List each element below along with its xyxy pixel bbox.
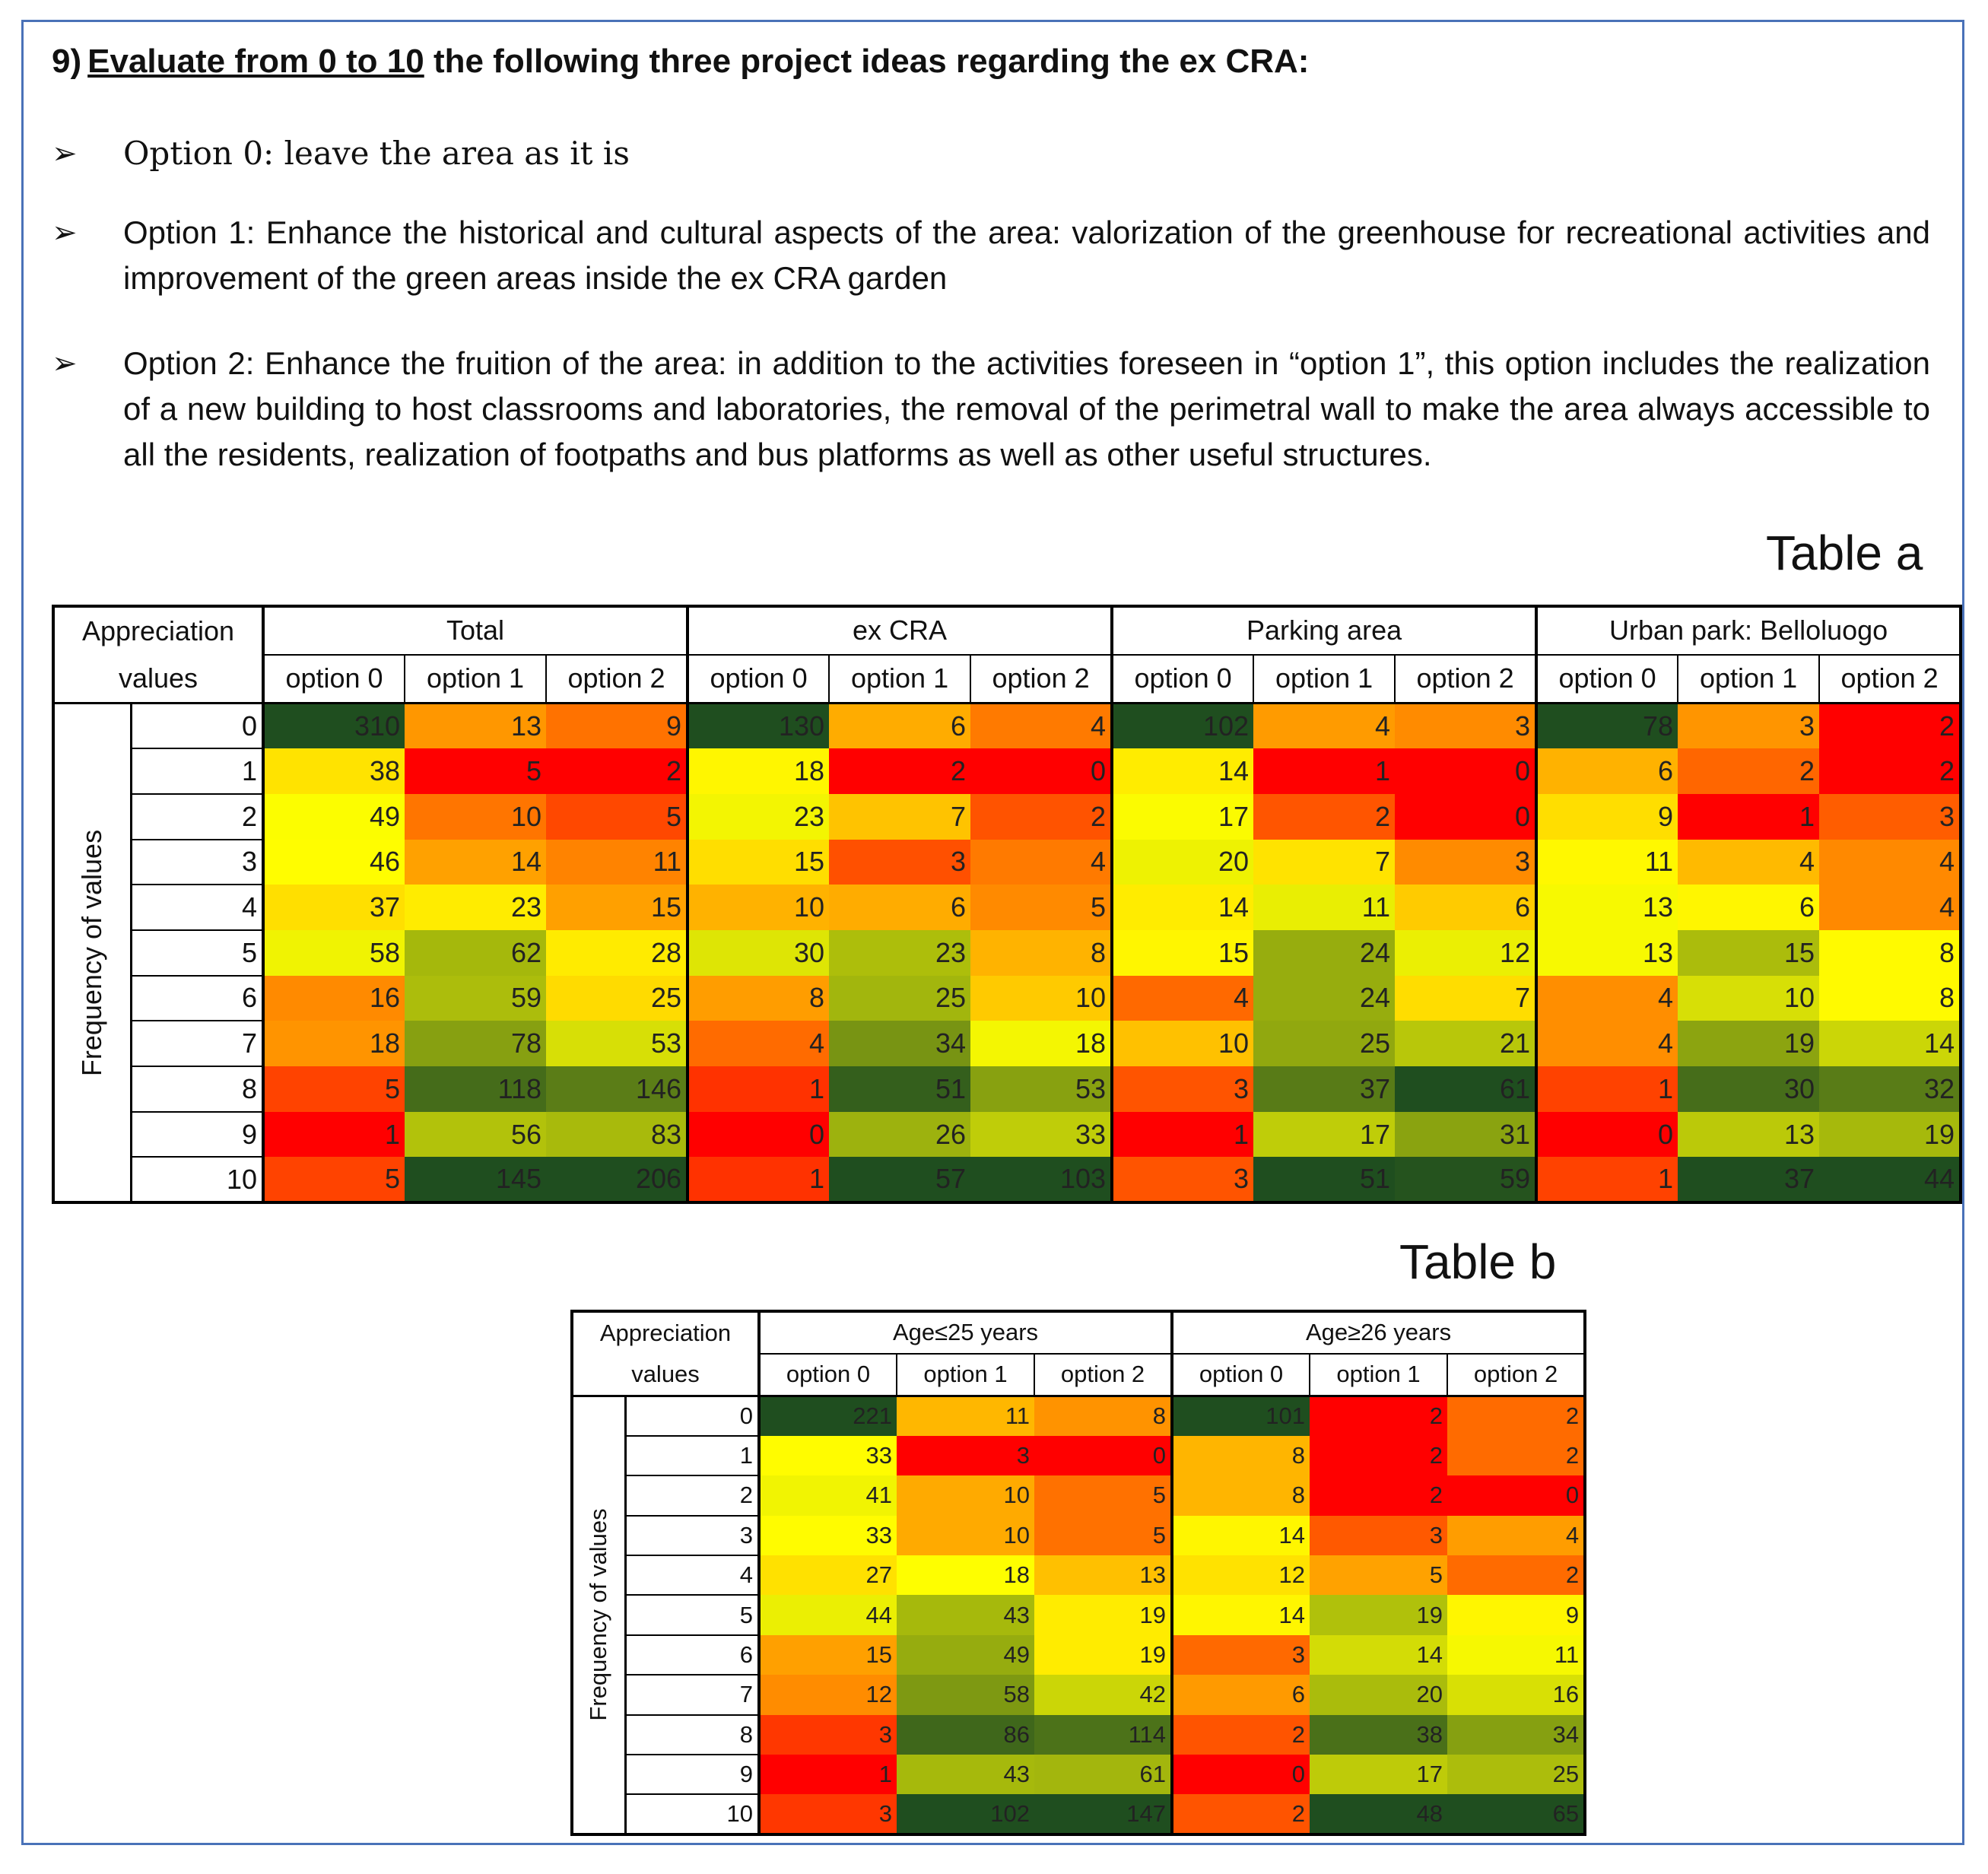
row-label: 8 (131, 1066, 263, 1112)
value-cell: 46 (263, 840, 405, 885)
value-cell: 14 (1172, 1595, 1310, 1634)
row-label: 7 (131, 1021, 263, 1066)
table-row (572, 1635, 1585, 1675)
value-cell: 10 (897, 1516, 1034, 1555)
value-cell: 59 (405, 976, 546, 1021)
table-row (572, 1516, 1585, 1555)
value-cell: 11 (1253, 885, 1395, 930)
value-cell: 3 (897, 1436, 1034, 1475)
value-cell: 8 (970, 930, 1112, 976)
value-cell: 19 (1310, 1595, 1447, 1634)
option-header: option 0 (759, 1354, 897, 1396)
value-cell: 2 (829, 748, 970, 794)
value-cell: 11 (1536, 840, 1678, 885)
table-row (53, 976, 1961, 1021)
value-cell: 34 (1447, 1715, 1585, 1755)
value-cell: 23 (829, 930, 970, 976)
table-row (53, 930, 1961, 976)
value-cell: 38 (1310, 1715, 1447, 1755)
option-header: option 1 (897, 1354, 1034, 1396)
value-cell: 4 (1253, 704, 1395, 749)
row-label: 6 (625, 1635, 759, 1675)
value-cell: 17 (1253, 1112, 1395, 1158)
value-cell: 2 (1253, 794, 1395, 840)
value-cell: 24 (1253, 976, 1395, 1021)
value-cell: 5 (405, 748, 546, 794)
row-label: 2 (625, 1475, 759, 1515)
value-cell: 27 (759, 1555, 897, 1595)
value-cell: 57 (829, 1157, 970, 1202)
option-header: option 0 (263, 655, 405, 704)
table-row (572, 1794, 1585, 1834)
table-row (53, 704, 1961, 749)
value-cell: 78 (405, 1021, 546, 1066)
option-2-text: Option 2: Enhance the fruition of the area: in addition to the activities foreseen in “option 1”, this option includes the realization of a new building to host classrooms and laboratories, the removal of the perimetral wall to make the area always accessible to all the residents, realization of footpaths and bus platforms as well as other useful structures. (123, 345, 1930, 472)
table-row (53, 840, 1961, 885)
value-cell: 31 (1395, 1112, 1536, 1158)
value-cell: 10 (897, 1475, 1034, 1515)
value-cell: 0 (1034, 1436, 1172, 1475)
value-cell: 0 (1172, 1755, 1310, 1794)
value-cell: 53 (970, 1066, 1112, 1112)
value-cell: 2 (1447, 1396, 1585, 1436)
value-cell: 83 (546, 1112, 688, 1158)
value-cell: 2 (1819, 748, 1961, 794)
value-cell: 19 (1034, 1635, 1172, 1675)
value-cell: 41 (759, 1475, 897, 1515)
row-label: 9 (131, 1112, 263, 1158)
value-cell: 78 (1536, 704, 1678, 749)
value-cell: 25 (829, 976, 970, 1021)
table-row (53, 1066, 1961, 1112)
option-header: option 2 (970, 655, 1112, 704)
value-cell: 3 (1819, 794, 1961, 840)
row-label: 0 (131, 704, 263, 749)
value-cell: 11 (897, 1396, 1034, 1436)
value-cell: 13 (1678, 1112, 1819, 1158)
group-header: Total (263, 606, 688, 655)
value-cell: 17 (1310, 1755, 1447, 1794)
value-cell: 13 (405, 704, 546, 749)
table-row (53, 1112, 1961, 1158)
value-cell: 6 (829, 885, 970, 930)
value-cell: 7 (829, 794, 970, 840)
option-header: option 2 (1034, 1354, 1172, 1396)
corner-label: Appreciation values (53, 606, 263, 704)
value-cell: 5 (263, 1157, 405, 1202)
value-cell: 11 (1447, 1635, 1585, 1675)
table-a-title: Table a (1766, 526, 1923, 580)
value-cell: 30 (1678, 1066, 1819, 1112)
value-cell: 6 (1678, 885, 1819, 930)
value-cell: 221 (759, 1396, 897, 1436)
group-header: Age≥26 years (1172, 1311, 1585, 1354)
table-row (572, 1475, 1585, 1515)
value-cell: 0 (688, 1112, 829, 1158)
value-cell: 2 (1678, 748, 1819, 794)
value-cell: 0 (1395, 748, 1536, 794)
value-cell: 1 (688, 1157, 829, 1202)
table-row (572, 1715, 1585, 1755)
option-header: option 1 (1310, 1354, 1447, 1396)
value-cell: 8 (1034, 1396, 1172, 1436)
value-cell: 19 (1819, 1112, 1961, 1158)
value-cell: 49 (897, 1635, 1034, 1675)
value-cell: 14 (405, 840, 546, 885)
table-b-title: Table b (1399, 1234, 1557, 1289)
value-cell: 44 (759, 1595, 897, 1634)
value-cell: 14 (1112, 748, 1253, 794)
value-cell: 8 (1819, 976, 1961, 1021)
value-cell: 32 (1819, 1066, 1961, 1112)
value-cell: 3 (1678, 704, 1819, 749)
value-cell: 2 (1172, 1715, 1310, 1755)
value-cell: 102 (1112, 704, 1253, 749)
question-number: 9) (52, 43, 82, 80)
value-cell: 4 (1112, 976, 1253, 1021)
value-cell: 6 (1536, 748, 1678, 794)
value-cell: 44 (1819, 1157, 1961, 1202)
value-cell: 1 (1678, 794, 1819, 840)
row-label: 5 (131, 930, 263, 976)
value-cell: 1 (1253, 748, 1395, 794)
axis-label (53, 704, 131, 1203)
value-cell: 15 (759, 1635, 897, 1675)
group-header: Parking area (1112, 606, 1536, 655)
value-cell: 2 (970, 794, 1112, 840)
value-cell: 5 (1034, 1516, 1172, 1555)
value-cell: 26 (829, 1112, 970, 1158)
table-row (572, 1436, 1585, 1475)
value-cell: 4 (1536, 976, 1678, 1021)
value-cell: 37 (263, 885, 405, 930)
option-header: option 2 (1447, 1354, 1585, 1396)
corner-label: Appreciation values (572, 1311, 759, 1396)
value-cell: 65 (1447, 1794, 1585, 1834)
row-label: 4 (625, 1555, 759, 1595)
value-cell: 4 (1447, 1516, 1585, 1555)
row-label: 2 (131, 794, 263, 840)
value-cell: 25 (1253, 1021, 1395, 1066)
row-label: 8 (625, 1715, 759, 1755)
value-cell: 103 (970, 1157, 1112, 1202)
value-cell: 5 (1310, 1555, 1447, 1595)
value-cell: 6 (1395, 885, 1536, 930)
table-row (572, 1595, 1585, 1634)
table-a (52, 605, 1962, 1204)
row-label: 3 (131, 840, 263, 885)
row-label: 10 (625, 1794, 759, 1834)
value-cell: 33 (759, 1436, 897, 1475)
value-cell: 12 (759, 1675, 897, 1714)
value-cell: 33 (970, 1112, 1112, 1158)
value-cell: 15 (546, 885, 688, 930)
option-header: option 1 (1678, 655, 1819, 704)
value-cell: 6 (829, 704, 970, 749)
value-cell: 86 (897, 1715, 1034, 1755)
value-cell: 118 (405, 1066, 546, 1112)
value-cell: 14 (1172, 1516, 1310, 1555)
value-cell: 58 (897, 1675, 1034, 1714)
question-rest: the following three project ideas regarding the ex CRA: (424, 43, 1310, 80)
question-underlined: Evaluate from 0 to 10 (87, 43, 424, 80)
value-cell: 2 (1447, 1436, 1585, 1475)
value-cell: 2 (1310, 1475, 1447, 1515)
value-cell: 7 (1253, 840, 1395, 885)
value-cell: 4 (970, 840, 1112, 885)
row-label: 6 (131, 976, 263, 1021)
table-row (53, 885, 1961, 930)
value-cell: 1 (1536, 1157, 1678, 1202)
value-cell: 3 (759, 1715, 897, 1755)
table-row (572, 1396, 1585, 1436)
value-cell: 13 (1034, 1555, 1172, 1595)
value-cell: 3 (1172, 1635, 1310, 1675)
option-header: option 0 (1112, 655, 1253, 704)
value-cell: 51 (1253, 1157, 1395, 1202)
value-cell: 49 (263, 794, 405, 840)
value-cell: 19 (1678, 1021, 1819, 1066)
value-cell: 33 (759, 1516, 897, 1555)
value-cell: 38 (263, 748, 405, 794)
value-cell: 4 (1819, 840, 1961, 885)
value-cell: 0 (1536, 1112, 1678, 1158)
option-header: option 1 (829, 655, 970, 704)
value-cell: 1 (688, 1066, 829, 1112)
option-0-text: Option 0: leave the area as it is (123, 135, 630, 172)
value-cell: 37 (1253, 1066, 1395, 1112)
value-cell: 9 (1447, 1595, 1585, 1634)
value-cell: 18 (688, 748, 829, 794)
group-header: Urban park: Belloluogo (1536, 606, 1961, 655)
value-cell: 20 (1112, 840, 1253, 885)
value-cell: 61 (1395, 1066, 1536, 1112)
value-cell: 15 (1678, 930, 1819, 976)
option-header: option 2 (1395, 655, 1536, 704)
option-header: option 1 (1253, 655, 1395, 704)
value-cell: 14 (1310, 1635, 1447, 1675)
value-cell: 56 (405, 1112, 546, 1158)
value-cell: 16 (263, 976, 405, 1021)
group-header: Age≤25 years (759, 1311, 1172, 1354)
table-row (53, 1021, 1961, 1066)
value-cell: 146 (546, 1066, 688, 1112)
value-cell: 23 (688, 794, 829, 840)
value-cell: 59 (1395, 1157, 1536, 1202)
value-cell: 12 (1172, 1555, 1310, 1595)
value-cell: 3 (1395, 704, 1536, 749)
axis-label (572, 1396, 625, 1834)
value-cell: 14 (1112, 885, 1253, 930)
value-cell: 18 (263, 1021, 405, 1066)
option-1-text: Option 1: Enhance the historical and cultural aspects of the area: valorization of the greenhouse for recreational activities and improvement of the green areas inside the ex CRA garden (123, 214, 1930, 296)
value-cell: 130 (688, 704, 829, 749)
option-header: option 0 (1536, 655, 1678, 704)
option-header: option 2 (546, 655, 688, 704)
value-cell: 43 (897, 1755, 1034, 1794)
value-cell: 21 (1395, 1021, 1536, 1066)
value-cell: 9 (1536, 794, 1678, 840)
arrow-bullet-icon: ➢ (52, 347, 78, 380)
row-label: 9 (625, 1755, 759, 1794)
question-heading (52, 43, 1309, 81)
value-cell: 8 (1172, 1475, 1310, 1515)
value-cell: 1 (263, 1112, 405, 1158)
option-header: option 1 (405, 655, 546, 704)
value-cell: 4 (1819, 885, 1961, 930)
value-cell: 14 (1819, 1021, 1961, 1066)
value-cell: 4 (970, 704, 1112, 749)
value-cell: 3 (1112, 1157, 1253, 1202)
value-cell: 10 (970, 976, 1112, 1021)
value-cell: 25 (1447, 1755, 1585, 1794)
group-header: ex CRA (688, 606, 1112, 655)
value-cell: 10 (688, 885, 829, 930)
value-cell: 51 (829, 1066, 970, 1112)
value-cell: 23 (405, 885, 546, 930)
value-cell: 18 (970, 1021, 1112, 1066)
value-cell: 102 (897, 1794, 1034, 1834)
value-cell: 11 (546, 840, 688, 885)
value-cell: 3 (1395, 840, 1536, 885)
value-cell: 10 (1678, 976, 1819, 1021)
value-cell: 28 (546, 930, 688, 976)
value-cell: 5 (546, 794, 688, 840)
value-cell: 34 (829, 1021, 970, 1066)
value-cell: 10 (1112, 1021, 1253, 1066)
value-cell: 0 (1395, 794, 1536, 840)
value-cell: 2 (1310, 1436, 1447, 1475)
value-cell: 4 (1536, 1021, 1678, 1066)
value-cell: 145 (405, 1157, 546, 1202)
value-cell: 2 (1819, 704, 1961, 749)
axis-label-text: Frequency of values (76, 829, 108, 1076)
value-cell: 3 (1112, 1066, 1253, 1112)
value-cell: 62 (405, 930, 546, 976)
value-cell: 13 (1536, 930, 1678, 976)
value-cell: 6 (1172, 1675, 1310, 1714)
value-cell: 1 (759, 1755, 897, 1794)
arrow-bullet-icon: ➢ (52, 137, 78, 170)
value-cell: 10 (405, 794, 546, 840)
row-label: 4 (131, 885, 263, 930)
table-row (53, 794, 1961, 840)
value-cell: 2 (546, 748, 688, 794)
option-header: option 0 (1172, 1354, 1310, 1396)
value-cell: 7 (1395, 976, 1536, 1021)
table-row (572, 1755, 1585, 1794)
option-header: option 0 (688, 655, 829, 704)
value-cell: 16 (1447, 1675, 1585, 1714)
value-cell: 43 (897, 1595, 1034, 1634)
arrow-bullet-icon: ➢ (52, 216, 78, 249)
value-cell: 5 (970, 885, 1112, 930)
value-cell: 58 (263, 930, 405, 976)
value-cell: 37 (1678, 1157, 1819, 1202)
option-header: option 2 (1819, 655, 1961, 704)
value-cell: 2 (1172, 1794, 1310, 1834)
value-cell: 2 (1447, 1555, 1585, 1595)
value-cell: 0 (970, 748, 1112, 794)
row-label: 0 (625, 1396, 759, 1436)
value-cell: 147 (1034, 1794, 1172, 1834)
value-cell: 24 (1253, 930, 1395, 976)
value-cell: 1 (1536, 1066, 1678, 1112)
value-cell: 25 (546, 976, 688, 1021)
table-row (572, 1675, 1585, 1714)
table-row (53, 1157, 1961, 1202)
table-row (572, 1555, 1585, 1595)
row-label: 5 (625, 1595, 759, 1634)
value-cell: 13 (1536, 885, 1678, 930)
table-b (570, 1310, 1586, 1836)
value-cell: 3 (829, 840, 970, 885)
value-cell: 48 (1310, 1794, 1447, 1834)
row-label: 1 (131, 748, 263, 794)
value-cell: 15 (1112, 930, 1253, 976)
value-cell: 8 (1819, 930, 1961, 976)
value-cell: 19 (1034, 1595, 1172, 1634)
value-cell: 18 (897, 1555, 1034, 1595)
value-cell: 2 (1310, 1396, 1447, 1436)
value-cell: 30 (688, 930, 829, 976)
value-cell: 12 (1395, 930, 1536, 976)
value-cell: 4 (688, 1021, 829, 1066)
value-cell: 101 (1172, 1396, 1310, 1436)
value-cell: 206 (546, 1157, 688, 1202)
axis-label-text: Frequency of values (585, 1508, 612, 1721)
value-cell: 5 (1034, 1475, 1172, 1515)
value-cell: 5 (263, 1066, 405, 1112)
value-cell: 53 (546, 1021, 688, 1066)
value-cell: 3 (1310, 1516, 1447, 1555)
row-label: 3 (625, 1516, 759, 1555)
value-cell: 8 (1172, 1436, 1310, 1475)
value-cell: 20 (1310, 1675, 1447, 1714)
value-cell: 15 (688, 840, 829, 885)
value-cell: 17 (1112, 794, 1253, 840)
value-cell: 114 (1034, 1715, 1172, 1755)
value-cell: 3 (759, 1794, 897, 1834)
table-row (53, 748, 1961, 794)
row-label: 1 (625, 1436, 759, 1475)
value-cell: 310 (263, 704, 405, 749)
value-cell: 9 (546, 704, 688, 749)
value-cell: 8 (688, 976, 829, 1021)
value-cell: 61 (1034, 1755, 1172, 1794)
row-label: 7 (625, 1675, 759, 1714)
value-cell: 4 (1678, 840, 1819, 885)
value-cell: 0 (1447, 1475, 1585, 1515)
value-cell: 42 (1034, 1675, 1172, 1714)
value-cell: 1 (1112, 1112, 1253, 1158)
row-label: 10 (131, 1157, 263, 1202)
